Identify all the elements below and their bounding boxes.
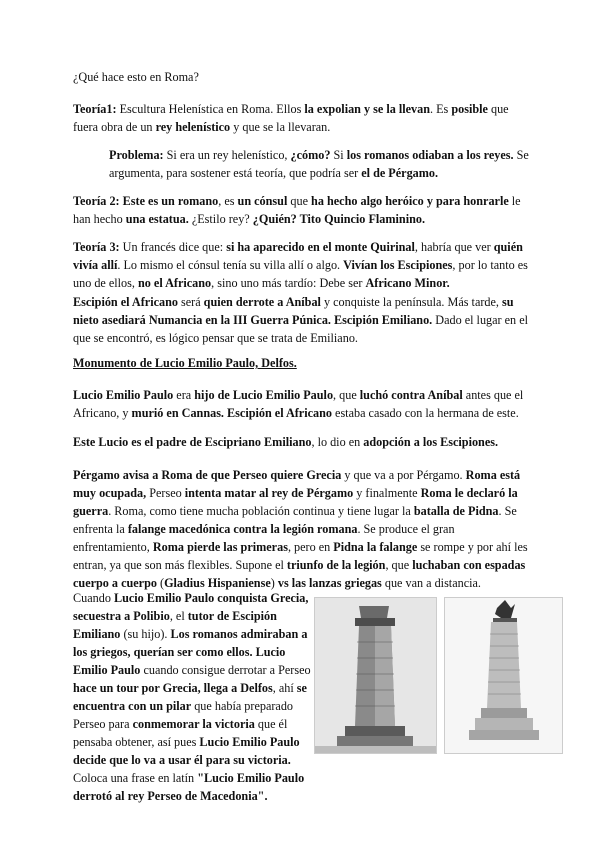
text-run: , es (218, 194, 238, 208)
text-run: ) (270, 576, 278, 590)
text-run: murió en Cannas. (131, 406, 224, 420)
text-run: que van a distancia. (381, 576, 481, 590)
text-run: posible (451, 102, 488, 116)
text-run: una estatua. (125, 212, 189, 226)
document-heading: ¿Qué hace esto en Roma? (73, 70, 199, 84)
paragraph-pergamo (73, 466, 529, 592)
text-run: , ahí (272, 681, 297, 695)
text-run: cuando consigue derrotar a Perseo (140, 663, 311, 677)
text-run: , que (385, 558, 413, 572)
text-run: , sino uno más tardío: Debe ser (211, 276, 366, 290)
text-run: Se argumenta, para sostener está teoría, que podría ser (109, 148, 529, 180)
text-run: (su hijo). (120, 627, 171, 641)
text-run: ¿Estilo rey? (188, 212, 253, 226)
text-run: y finalmente (353, 486, 421, 500)
text-run: se encuentra con un pilar (73, 681, 307, 713)
paragraph-lucio-emilio-paulo (73, 386, 529, 422)
text-run: Problema: (109, 148, 167, 162)
text-run: luchó contra Aníbal (359, 388, 463, 402)
text-run: Si era un rey helenístico, (166, 148, 291, 162)
text-run: Africano Minor. (365, 276, 450, 290)
text-run: luchaban con espadas cuerpo a cuerpo (73, 558, 526, 590)
text-run: Teoría 2: Este es un romano (73, 194, 219, 208)
text-run: . Es (430, 102, 452, 116)
text-run: Lucio Emilio Paulo conquista Grecia, secuestra a Polibio (73, 591, 309, 623)
text-run: Escipión el Africano (227, 406, 332, 420)
text-run: que fuera obra de un (73, 102, 509, 134)
text-run: triunfo de la legión (286, 558, 386, 572)
text-run: Dado el lugar en el que se encontró, es lógico pensar que se trata de Emiliano. (73, 313, 528, 345)
text-run: Si (330, 148, 347, 162)
text-run: que (287, 194, 312, 208)
paragraph-teoria-1 (73, 100, 529, 136)
text-run: si ha aparecido en el monte Quirinal (226, 240, 415, 254)
text-run: rey helenístico (155, 120, 231, 134)
paragraph-escipion (73, 293, 529, 347)
text-run: no el Africano (138, 276, 212, 290)
text-run: quien derrote a Aníbal (203, 295, 321, 309)
text-run: Roma le declaró la guerra (73, 486, 518, 518)
text-run: Gladius Hispaniense (164, 576, 271, 590)
text-run: Coloca una frase en latín (73, 771, 198, 785)
text-run: batalla de Pidna (413, 504, 499, 518)
text-run: estaba casado con la hermana de este. (331, 406, 519, 420)
section-title: Monumento de Lucio Emilio Paulo, Delfos. (73, 356, 297, 370)
text-run: Este Lucio es el padre de Escipriano Emiliano (73, 435, 312, 449)
text-run: . Lo mismo el cónsul tenía su villa allí o algo. (117, 258, 344, 272)
text-run: , lo dio en (311, 435, 364, 449)
text-run: su nieto asediará Numancia en la III Guerra Púnica. Escipión Emiliano. (73, 295, 514, 327)
text-run: se rompe y por ahí les entran, ya que son más flexibles. Supone el (73, 540, 528, 572)
text-run: y conquiste la península. Más tarde, (320, 295, 503, 309)
text-run: será (177, 295, 204, 309)
text-run: . Roma, como tiene mucha población continua y tiene lugar la (108, 504, 414, 518)
paragraph-conquista-grecia (73, 589, 318, 805)
text-run: y que va a por Pérgamo. (341, 468, 466, 482)
text-run: quién vivía allí (73, 240, 523, 272)
text-run: falange macedónica contra la legión romana (127, 522, 358, 536)
text-run: un cónsul (237, 194, 288, 208)
text-run: Roma pierde las primeras (152, 540, 288, 554)
text-run: Cuando (73, 591, 114, 605)
text-run: le han hecho (73, 194, 521, 226)
text-run: conmemorar la victoria (132, 717, 255, 731)
text-run: Lucio Emilio Paulo decide que lo va a usar él para su victoria. (73, 735, 300, 767)
text-run: vs las lanzas griegas (277, 576, 382, 590)
text-run: hace un tour por Grecia, llega a Delfos (73, 681, 273, 695)
text-run: hijo de Lucio Emilio Paulo (194, 388, 334, 402)
text-run: Escultura Helenística en Roma. Ellos (119, 102, 305, 116)
paragraph-padre (73, 433, 529, 451)
text-run: , el (169, 609, 188, 623)
paragraph-teoria-2 (73, 192, 529, 228)
text-run: Teoría 3: (73, 240, 123, 254)
text-run: la expolian y se la llevan (304, 102, 431, 116)
text-run: los romanos odiaban a los reyes. (346, 148, 514, 162)
paragraph-teoria-3 (73, 238, 529, 292)
text-run: el de Pérgamo. (361, 166, 439, 180)
text-run: , que (333, 388, 360, 402)
text-run: . Se enfrenta la (73, 504, 517, 536)
text-run: "Lucio Emilio Paulo derrotó al rey Perseo de Macedonia". (73, 771, 305, 803)
text-run: Pérgamo avisa a Roma de que Perseo quiere Grecia (73, 468, 342, 482)
text-run: , por lo tanto es uno de ellos, (73, 258, 528, 290)
text-run: era (173, 388, 195, 402)
text-run: ( (156, 576, 165, 590)
text-run: ha hecho algo heróico y para honrarle (311, 194, 509, 208)
text-run: adopción a los Escipiones. (363, 435, 499, 449)
text-run: Perseo (146, 486, 185, 500)
text-run: tutor de Escipión Emiliano (73, 609, 277, 641)
text-run: Roma está muy ocupada, (73, 468, 521, 500)
text-run: antes que el Africano, y (73, 388, 524, 420)
text-run: , pero en (287, 540, 334, 554)
text-run: Pidna la falange (333, 540, 418, 554)
text-run: que había preparado Perseo para (73, 699, 294, 731)
text-run: Los romanos admiraban a los griegos, querían ser como ellos. Lucio Emilio Paulo (73, 627, 308, 677)
text-run: . Se produce el gran enfrentamiento, (73, 522, 455, 554)
text-run: ¿Quién? Tito Quincio Flaminino. (252, 212, 425, 226)
text-run: que él pensaba obtener, así pues (73, 717, 288, 749)
text-run: Un francés dice que: (122, 240, 227, 254)
text-run: Lucio Emilio Paulo (73, 388, 174, 402)
monument-photo-image (314, 597, 437, 754)
text-run: Vivían los Escipiones (343, 258, 453, 272)
monument-reconstruction-image (444, 597, 563, 754)
text-run: ¿cómo? (290, 148, 331, 162)
text-run: Teoría1: (73, 102, 120, 116)
text-run: intenta matar al rey de Pérgamo (184, 486, 354, 500)
text-run: y que se la llevaran. (230, 120, 331, 134)
paragraph-problema (109, 146, 529, 182)
text-run: Escipión el Africano (73, 295, 178, 309)
text-run: , habría que ver (414, 240, 494, 254)
